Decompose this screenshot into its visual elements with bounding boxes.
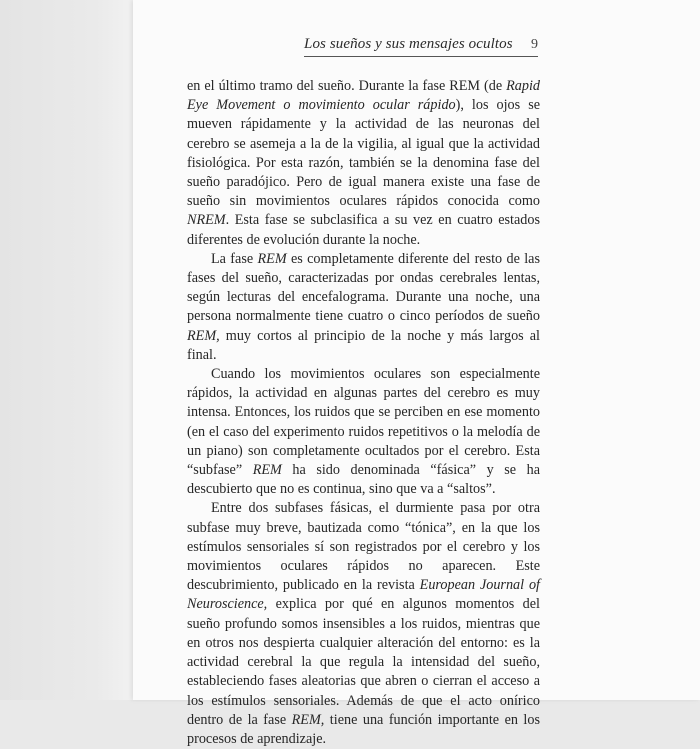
text-run: . Esta fase se subclasifica a su vez en cuatro estados diferentes de evolución durante la noche.: [187, 212, 540, 248]
running-head: [304, 36, 538, 53]
italic-text-run: REM,: [187, 327, 220, 344]
italic-text-run: REM: [257, 250, 287, 267]
italic-text-run: European Journal of Neuroscience,: [187, 577, 540, 613]
italic-text-run: Rapid Eye Movement o movimiento ocular rápido: [187, 78, 540, 114]
page-number: 9: [531, 37, 538, 52]
paragraph-1: [187, 77, 540, 250]
text-run: ha sido denominada “fásica” y se ha descubierto que no es continua, sino que va a “saltos”.: [187, 462, 540, 498]
text-run: es completamente diferente del resto de las fases del sueño, caracterizadas por ondas cerebrales lentas, según lecturas del encefalograma. Durante una noche, una persona normalmente tiene cuatro o cinco períodos de sueño: [187, 250, 540, 325]
paragraph-3: [187, 365, 540, 499]
paragraph-4: [187, 499, 540, 749]
paragraph-2: [187, 250, 540, 365]
header-rule: [304, 56, 538, 57]
italic-text-run: REM: [252, 462, 282, 479]
text-run: en el último tramo del sueño. Durante la fase REM (de: [187, 78, 507, 94]
text-run: ), los ojos se mueven rápidamente y la actividad de las neuronas del cerebro se asemeja a la de la vigilia, al igual que la actividad fisiológica. Por esta razón, también se la denomina fase del sueño paradójico. Pero de igual manera existe una fase de sueño sin movimientos oculares rápidos conocida como: [187, 97, 541, 210]
body-text: [187, 77, 540, 749]
italic-text-run: REM,: [291, 711, 325, 728]
text-run: Cuando los movimientos oculares son especialmente rápidos, la actividad en algunas partes del cerebro es muy intensa. Entonces, los ruidos que se perciben en ese momento (en el caso del experimento ruidos repetitivos o la melodía de un piano) son completamente ocultados por el cerebro. Esta “subfase”: [187, 366, 540, 479]
page-gutter-shadow: [0, 0, 136, 700]
running-head-title: Los sueños y sus mensajes ocultos: [304, 36, 513, 52]
text-run: tiene una función importante en los procesos de aprendizaje.: [187, 711, 540, 747]
text-run: La fase: [211, 250, 258, 267]
text-run: Entre dos subfases fásicas, el durmiente pasa por otra subfase muy breve, bautizada como “tónica”, en la que los estímulos sensoriales sí son registrados por el cerebro y los movimientos oculares rápidos no aparecen. Este descubrimiento, publicado en la revista: [187, 500, 540, 594]
italic-text-run: NREM: [187, 212, 226, 229]
text-run: muy cortos al principio de la noche y más largos al final.: [187, 327, 540, 363]
text-run: explica por qué en algunos momentos del sueño profundo somos insensibles a los ruidos, mientras que en otros nos despierta cualquier alteración del entorno: es la actividad cerebral la que regula la intensidad del sueño, estableciendo fases aleatorias que abren o cierran el acceso a los estímulos sensoriales. Además de que el acto onírico dentro de la fase: [187, 596, 540, 728]
